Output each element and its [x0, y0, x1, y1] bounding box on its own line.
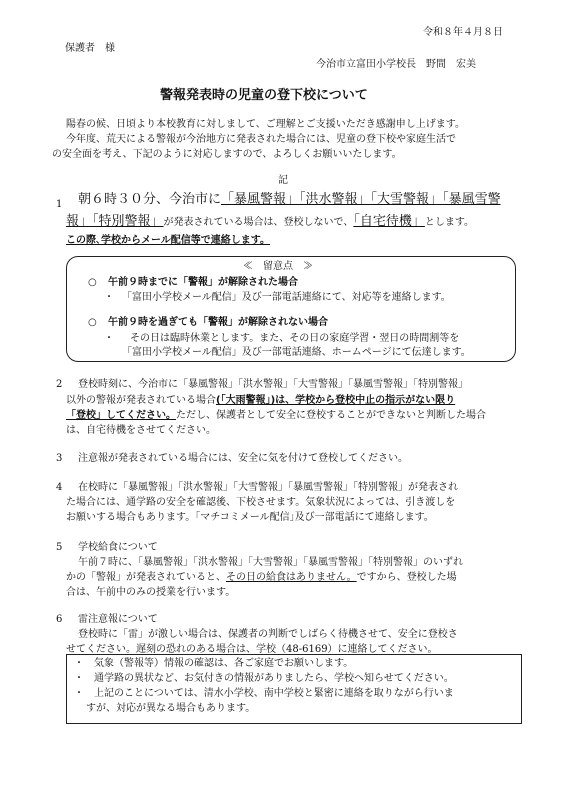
item1-line-1: [78, 193, 501, 208]
circle-icon: ○: [88, 277, 97, 288]
warning-blizzard-b: 報」: [66, 214, 93, 229]
footer-note-3: ・ 上記のことについては、清水小学校、南中学校と緊密に連絡を取りながら行いま: [74, 688, 454, 699]
intro-line-3: の安全面を考え、下記のように対応しますので、よろしくお願いいたします。: [52, 149, 402, 160]
item1-mid: が発表されている場合は、登校しないで、: [163, 217, 354, 228]
warning-blizzard-a: 「暴風雪警: [442, 192, 501, 207]
item5-line-2c: ですから、登校した場: [356, 572, 457, 583]
item1-contact: この際､学校からメール配信等で連絡します。: [66, 235, 270, 246]
item4-line-1: 在校時に「暴風警報」｢洪水警報｣「大雪警報」「暴風雪警報」「特別警報」が発表され: [78, 482, 458, 493]
item6-heading: 雷注意報について: [78, 614, 158, 625]
warning-storm: 「暴風警報」: [221, 192, 300, 207]
item5-line-2: [66, 571, 457, 586]
item2-line-2: [66, 394, 455, 409]
sender: 今治市立富田小学校長 野間 宏美: [316, 59, 476, 70]
item1-lead: 朝６時３０分、今治市に: [78, 192, 222, 207]
item2-line-3: [66, 409, 486, 424]
note2-title: 午前９時を過ぎても「警報」が解除されない場合: [108, 317, 328, 328]
item4-number: 4: [56, 482, 63, 493]
note1-text: 「富田小学校メール配信」及び一部電話連絡にて、対応等を連絡します。: [122, 292, 451, 303]
item5-number: 5: [56, 542, 63, 553]
warning-snow: 「大雪警報」: [370, 192, 443, 207]
bullet-icon: ・: [104, 292, 114, 303]
intro-line-2: 今年度、荒天による警報が今治地方に発表された場合には、児童の登下校や家庭生活で: [66, 134, 456, 145]
footer-note-3b: すが、対応が異なる場合もあります。: [86, 703, 256, 714]
item6-line-1: 登校時に「雷」が激しい場合は、保護者の判断でしばらく待機させて、安全に登校さ: [78, 629, 458, 640]
item6-number: 6: [56, 614, 63, 625]
stay-home-label: 「自宅待機」: [353, 214, 425, 229]
item3-text: 注意報が発表されている場合には、安全に気を付けて登校してください。: [78, 453, 408, 464]
item2-number: 2: [56, 379, 63, 390]
item1-number: 1: [56, 199, 63, 210]
item3-number: 3: [56, 453, 63, 464]
item2-line-3b: ただし、保護者として安全に登校することができないと判断した場合: [176, 410, 486, 421]
item5-line-2a: かの「警報」が発表されていると、: [66, 572, 226, 583]
footer-note-1: ・ 気象（警報等）情報の確認は、各ご家庭でお願いします。: [74, 658, 354, 669]
circle-icon: ○: [88, 317, 97, 328]
item2-line-4: は、自宅待機をさせてください。: [66, 425, 216, 436]
date: 令和８年４月８日: [423, 27, 503, 38]
item5-no-lunch: その日の給食はありません。: [226, 572, 357, 583]
page-title: 警報発表時の児童の登下校について: [160, 88, 368, 103]
item5-line-3: 合は、午前中のみの授業を行います。: [66, 587, 236, 598]
item4-line-3: お願いする場合もあります。｢マチコミメール配信｣及び一部電話にて連絡します。: [66, 512, 434, 523]
item2-attend: 「登校」してください。: [66, 410, 176, 421]
item6-line-2: せてください。遅刻の恐れのある場合は、学校（48-6169）に連絡してください。: [66, 644, 438, 655]
item4-line-2: た場合には、通学路の安全を確認後、下校させます。気象状況によっては、引き渡しを: [66, 497, 456, 508]
warning-flood: 「洪水警報」: [299, 192, 371, 207]
item2-line-1: 登校時刻に、今治市に「暴風警報」｢洪水警報｣「大雪警報」｢暴風雪警報｣「特別警報」: [78, 379, 468, 390]
warning-special: 「特別警報」: [92, 214, 164, 229]
note2-text-2: 「富田小学校メール配信」及び一部電話連絡、ホームページにて伝達します。: [122, 347, 471, 358]
intro-line-1: 陽春の候、日頃より本校教育に対しまして、ご理解とご支援いただき感謝申し上げます。: [66, 119, 465, 130]
item1-line-2: [66, 215, 474, 231]
bullet-icon: ・: [104, 333, 114, 344]
item2-line-2a: 以外の警報が発表されている場合: [66, 395, 216, 406]
ki-label: 記: [278, 175, 288, 186]
note2-text-1: その日は臨時休業とします。また、その日の家庭学習・翌日の時間割等を: [130, 333, 460, 344]
recipient: 保護者 様: [65, 43, 115, 54]
notes-heading: ≪ 留意点 ≫: [243, 261, 313, 272]
item5-line-1: 午前７時に、「暴風警報」｢洪水警報｣「大雪警報」｢暴風雪警報｣「特別警報」のいずれ: [78, 557, 463, 568]
item2-heavy-rain: (「大雨警報」)は、学校から登校中止の指示がない限り: [216, 395, 456, 406]
item5-heading: 学校給食について: [78, 542, 158, 553]
item1-end: とします。: [424, 217, 475, 228]
footer-note-2: ・ 通学路の異状など、お気付きの情報がありましたら、学校へ知らせてください。: [74, 673, 454, 684]
note1-title: 午前９時までに「警報」が解除された場合: [108, 277, 298, 288]
